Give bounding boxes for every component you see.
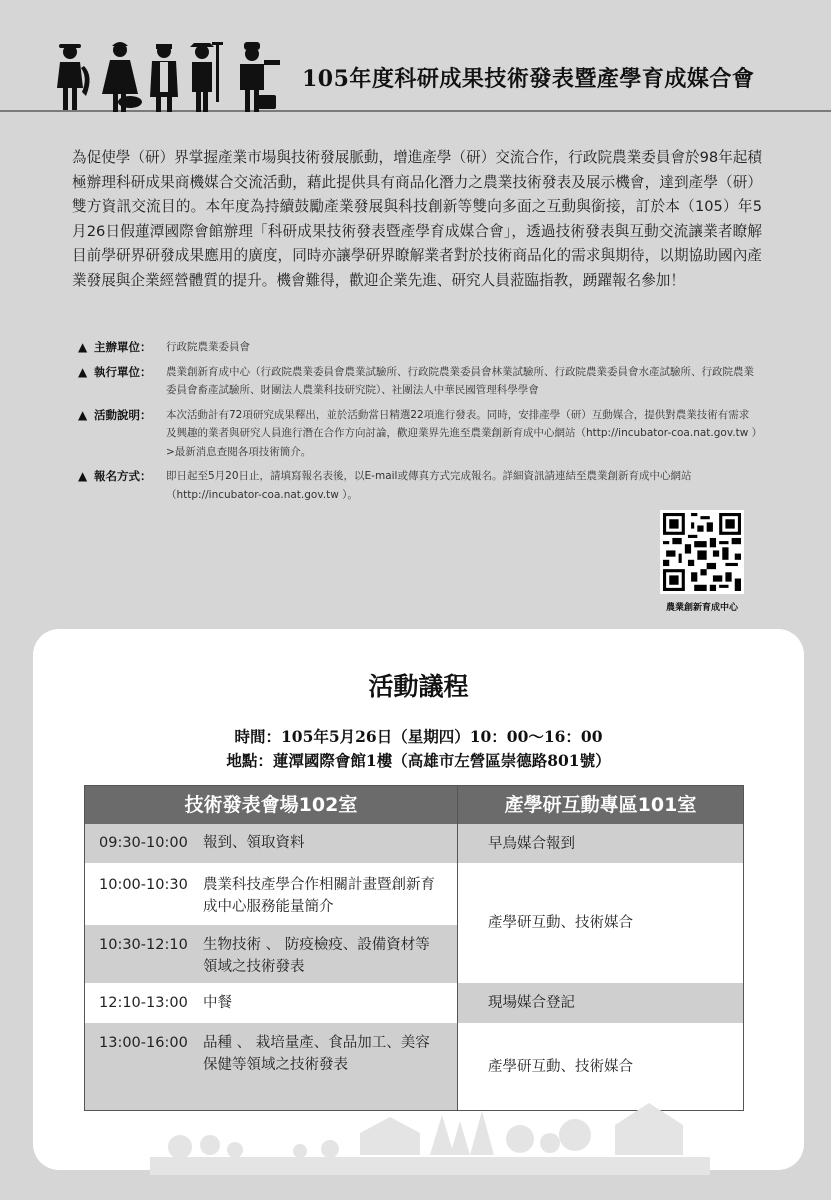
- info-list: [78, 338, 758, 510]
- agenda-place: 地點：蓮潭國際會館1樓（高雄市左營區崇德路801號）: [226, 751, 611, 770]
- qr-code-image: [663, 513, 741, 591]
- info-label: 主辦單位：: [94, 340, 152, 354]
- right-cell: 產學研互動、技術媒合: [488, 915, 633, 931]
- qr-code[interactable]: [660, 510, 744, 594]
- left-column-header: 技術發表會場102室: [85, 786, 457, 824]
- tree-icon: ▲: [78, 340, 88, 354]
- row-topic: 生物技術 、 防疫檢疫、設備資材等領域之技術發表: [203, 937, 430, 975]
- header: [0, 0, 831, 112]
- farmers-illustration: [52, 40, 282, 112]
- row-topic: 品種 、 栽培量產、食品加工、美容保健等領域之技術發表: [203, 1035, 430, 1073]
- row-time: 09:30-10:00: [99, 835, 188, 851]
- agenda-time: 時間：105年5月26日（星期四）10：00〜16：00: [234, 727, 603, 746]
- info-label: 報名方式：: [94, 469, 152, 483]
- row-topic: 中餐: [203, 995, 232, 1011]
- table-row: [85, 863, 457, 925]
- qr-label: 農業創新育成中心: [665, 603, 738, 613]
- row-topic: 報到、領取資料: [203, 835, 305, 851]
- info-registration: [78, 467, 758, 504]
- agenda-title: 活動議程: [368, 672, 469, 701]
- info-text: 即日起至5月20日止，請填寫報名表後，以E-mail或傳真方式完成報名。詳細資訊請連結至農業創新育成中心網站（http://incubator-coa.nat.gov.tw ）。: [166, 470, 692, 501]
- right-cell: 早鳥媒合報到: [458, 824, 743, 863]
- page-title: 105年度科研成果技術發表暨產學育成媒合會: [302, 66, 755, 92]
- row-time: 13:00-16:00: [99, 1035, 188, 1051]
- right-cell: 產學研互動、技術媒合: [488, 1058, 633, 1075]
- row-time: 10:00-10:30: [99, 877, 188, 893]
- info-text: 本次活動計有72項研究成果釋出，並於活動當日精選22項進行發表。同時，安排產學（研）互動媒合，提供對農業技術有需求及興趣的業者與研究人員進行潛在合作方向討論，歡迎業界先進至農業創新育成中心網站（http://incubator-coa.nat.gov.tw ）>最新消息查閱各項技術簡介。: [166, 408, 757, 458]
- table-row: [85, 983, 457, 1023]
- agenda-card: [33, 629, 804, 1170]
- right-column-header: 產學研互動專區101室: [458, 786, 743, 824]
- info-organizer: [78, 338, 758, 357]
- tree-icon: ▲: [78, 364, 88, 379]
- row-time: 10:30-12:10: [99, 937, 188, 953]
- tree-icon: ▲: [78, 407, 88, 422]
- table-row: [85, 925, 457, 983]
- agenda-meta: [33, 725, 804, 773]
- info-text: 行政院農業委員會: [166, 341, 250, 353]
- schedule-table: [84, 785, 744, 1111]
- info-executor: [78, 363, 758, 400]
- info-label: 活動說明：: [94, 407, 152, 422]
- info-label: 執行單位：: [94, 364, 152, 379]
- qr-block: [660, 510, 744, 613]
- right-cell: 現場媒合登記: [458, 983, 743, 1023]
- row-topic: 農業科技產學合作相關計畫暨創新育成中心服務能量簡介: [203, 877, 435, 915]
- farm-scene-illustration: [150, 1095, 710, 1175]
- table-row: [85, 824, 457, 863]
- info-text: 農業創新育成中心（行政院農業委員會農業試驗所、行政院農業委員會林業試驗所、行政院農業委員會水產試驗所、行政院農業委員會畜產試驗所、財團法人農業科技研究院）、社團法人中華民國管理科學學會: [166, 365, 754, 396]
- intro-paragraph: 為促使學（研）界掌握產業市場與技術發展脈動，增進產學（研）交流合作，行政院農業委員會於98年起積極辦理科研成果商機媒合交流活動，藉此提供具有商品化潛力之農業技術發表及展示機會，達到產學（研）雙方資訊交流目的。本年度為持續鼓勵產業發展與科技創新等雙向多面之互動與銜接，訂於本（105）年5月26日假蓮潭國際會館辦理「科研成果技術發表暨產學育成媒合會」，透過技術發表與互動交流讓業者瞭解目前學研界研發成果應用的廣度，同時亦讓學研界瞭解業者對於技術商品化的需求與期待，以期協助國內產業發展與企業經營體質的提升。機會難得，歡迎企業先進、研究人員蒞臨指教，踴躍報名參加！: [72, 149, 762, 289]
- info-description: [78, 406, 758, 462]
- row-time: 12:10-13:00: [99, 995, 188, 1011]
- tree-icon: ▲: [78, 469, 88, 483]
